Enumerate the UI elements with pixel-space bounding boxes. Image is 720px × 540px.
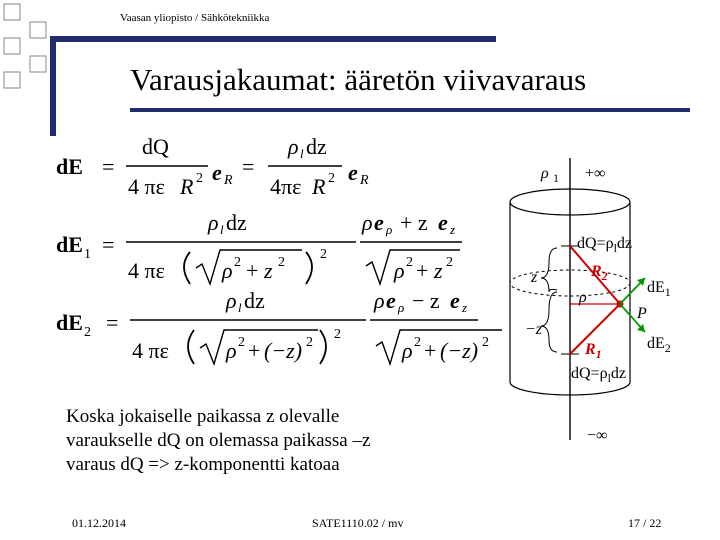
eq1-den1-sq: 2 — [196, 171, 203, 186]
eq1-den2-R: R — [312, 174, 326, 199]
eq3-num2-rho: ρ — [374, 288, 385, 313]
eq3-negz-b: (−z) — [440, 338, 479, 363]
footer-page-number: 17 / 22 — [628, 516, 662, 530]
plus-infinity: +∞ — [585, 165, 606, 182]
eq2-z-b-sq: 2 — [446, 255, 453, 270]
eq1-eR2-sub: R — [360, 173, 369, 188]
eq3-lhs-sub: 2 — [84, 325, 91, 340]
dE1-label: $dE_1$ — [647, 279, 671, 299]
rho1-sub: 1 — [553, 171, 559, 185]
eq3-num2-z-sub: z — [462, 300, 468, 315]
footer-date: 01.12.2014 — [72, 516, 126, 530]
eq1-den1: 4 πε — [128, 174, 165, 199]
eq3-num1-l: l — [238, 300, 242, 315]
eq2-num2-ez: e — [438, 210, 448, 235]
slide-title: Varausjakaumat: ääretön viivavaraus — [130, 62, 587, 97]
eq2-num2-e: e — [374, 210, 384, 235]
caption-line-3: varaus dQ => z-komponentti katoaa — [66, 454, 340, 475]
eq2-rho: ρ — [222, 258, 233, 283]
eq3-paren-left — [188, 330, 194, 364]
footer-course: SATE1110.02 / mv — [312, 516, 404, 530]
eq2-rho-sq: 2 — [234, 255, 241, 270]
eq1-num1: dQ — [142, 134, 169, 159]
eq2-num1-rho: ρ — [208, 210, 219, 235]
eq1-eR: e — [212, 160, 222, 185]
eq2-paren-sq: 2 — [320, 247, 327, 262]
eq3-equals: = — [106, 310, 119, 335]
eq3-rho-b: ρ — [402, 338, 413, 363]
equation-dE2 — [56, 288, 502, 364]
eq2-z: z — [264, 258, 273, 283]
eq2-num2-rho-sub: ρ — [386, 222, 393, 237]
neg-z-brace — [541, 292, 557, 352]
dq-top-label: $dQ=\rho_ldz$ — [577, 235, 633, 255]
eq1-eR-sub: R — [224, 173, 233, 188]
eq2-den-4pie: 4 πε — [128, 258, 165, 283]
eq2-paren-right — [306, 252, 312, 284]
eq3-paren-right — [320, 330, 326, 364]
caption-line-1: Koska jokaiselle paikassa z olevalle — [66, 406, 340, 427]
eq2-num1-l: l — [220, 222, 224, 237]
eq2-z-b: z — [434, 258, 443, 283]
eq2-z-sq: 2 — [278, 255, 285, 270]
eq1-num2-rho: ρ — [288, 134, 299, 159]
eq3-rho: ρ — [226, 338, 237, 363]
equation-dE1 — [56, 210, 462, 284]
line-charge-figure — [495, 150, 715, 450]
eq1-den2-sq: 2 — [328, 171, 335, 186]
eq2-num2-plus: + z — [400, 210, 428, 235]
eq3-num1-dz: dz — [244, 288, 265, 313]
equations — [50, 118, 510, 380]
eq3-plus-b: + — [424, 338, 437, 363]
rho-label: ρ — [579, 289, 587, 306]
eq3-num2-rho-sub: ρ — [398, 300, 405, 315]
eq2-rho-b: ρ — [394, 258, 405, 283]
eq2-num2-rho: ρ — [362, 210, 373, 235]
eq1-equals: = — [102, 154, 115, 179]
eq3-den-4pie: 4 πε — [132, 338, 169, 363]
eq3-num1-rho: ρ — [226, 288, 237, 313]
eq2-plus: + — [246, 258, 259, 283]
eq3-negz-sq: 2 — [306, 335, 313, 350]
eq1-num2-l: l — [300, 146, 304, 161]
eq3-negz-b-sq: 2 — [482, 335, 489, 350]
eq1-den2: 4πε — [270, 174, 302, 199]
eq2-num2-z-sub: z — [450, 222, 456, 237]
title-rule — [130, 108, 690, 112]
eq2-equals: = — [102, 232, 115, 257]
eq3-num2-e: e — [386, 288, 396, 313]
header-institution: Vaasan yliopisto / Sähkötekniikka — [120, 12, 270, 24]
z-label: z — [531, 269, 538, 286]
eq2-lhs: dE — [56, 232, 83, 257]
eq2-rho-b-sq: 2 — [406, 255, 413, 270]
caption — [66, 405, 496, 477]
eq3-negz: (−z) — [264, 338, 303, 363]
eq3-paren-sq: 2 — [334, 327, 341, 342]
eq2-lhs-sub: 1 — [84, 247, 91, 262]
eq1-equals-2: = — [242, 154, 255, 179]
minus-infinity: −∞ — [587, 427, 608, 444]
eq1-num2-dz: dz — [306, 134, 327, 159]
eq3-lhs: dE — [56, 310, 83, 335]
eq3-num2-minus: − z — [412, 288, 440, 313]
eq1-lhs: dE — [56, 154, 83, 179]
eq2-num1-dz: dz — [226, 210, 247, 235]
R1-label: $R_1$ — [585, 341, 602, 361]
dq-bottom-label: $dQ=\rho_ldz$ — [571, 365, 627, 385]
caption-line-2: varaukselle dQ on olemassa paikassa –z — [66, 430, 371, 451]
equation-dE — [56, 134, 369, 199]
eq3-num2-ez: e — [450, 288, 460, 313]
eq3-rho-b-sq: 2 — [414, 335, 421, 350]
eq1-den1-R: R — [180, 174, 194, 199]
eq3-plus: + — [248, 338, 261, 363]
header-rule — [50, 36, 496, 42]
R2-label: $R_2$ — [591, 263, 608, 283]
eq1-eR2: e — [348, 160, 358, 185]
eq2-paren-left — [184, 252, 190, 284]
eq3-rho-sq: 2 — [238, 335, 245, 350]
rho1-label: ρ — [541, 165, 549, 182]
eq2-plus-b: + — [416, 258, 429, 283]
dE2-label: $dE_2$ — [647, 335, 671, 355]
P-label: P — [637, 305, 647, 322]
neg-z-label: −z — [525, 321, 543, 338]
